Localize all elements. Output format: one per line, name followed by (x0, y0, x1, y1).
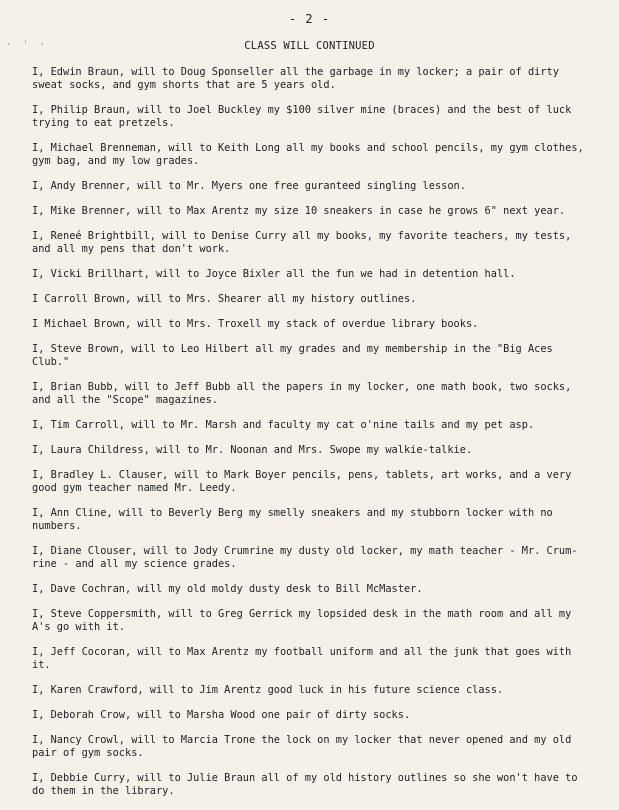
will-entry: I, Nancy Crowl, will to Marcia Trone the lock on my locker that never opened and my old pair of gym socks. (32, 734, 572, 759)
will-entry: I, Vicki Brillhart, will to Joyce Bixler all the fun we had in detention hall. (32, 268, 516, 280)
will-entry: I, Steve Brown, will to Leo Hilbert all my grades and my membership in the "Big Aces Club." (32, 343, 553, 368)
will-entry: I Carroll Brown, will to Mrs. Shearer all my history outlines. (32, 293, 417, 305)
will-entry: I, Andy Brenner, will to Mr. Myers one free guranteed singling lesson. (32, 180, 466, 192)
will-entry: I, Mike Brenner, will to Max Arentz my size 10 sneakers in case he grows 6" next year. (32, 205, 566, 217)
will-entry: I, Edwin Braun, will to Doug Sponseller all the garbage in my locker; a pair of dirty sweat socks, and gym shorts that are 5 years old. (32, 66, 559, 91)
will-entry: I, Dave Cochran, will my old moldy dusty desk to Bill McMaster. (32, 583, 423, 595)
page-number: - 2 - (288, 12, 331, 26)
will-entry: I, Reneé Brightbill, will to Denise Curry all my books, my favorite teachers, my tests, and all my pens that don't work. (32, 230, 572, 255)
will-entries (32, 66, 592, 810)
will-entry: I, Laura Childress, will to Mr. Noonan and Mrs. Swope my walkie-talkie. (32, 444, 473, 456)
margin-marks: · ' · (6, 40, 49, 50)
will-entry: I, Diane Clouser, will to Jody Crumrine my dusty old locker, my math teacher - Mr. Crum- rine - and all my science grades. (32, 545, 578, 570)
will-entry: I, Philip Braun, will to Joel Buckley my $100 silver mine (braces) and the best of luck trying to eat pretzels. (32, 104, 572, 129)
will-entry: I, Debbie Curry, will to Julie Braun all of my old history outlines so she won't have to do them in the library. (32, 772, 578, 797)
will-entry: I, Deborah Crow, will to Marsha Wood one pair of dirty socks. (32, 709, 411, 721)
page-heading: CLASS WILL CONTINUED (244, 40, 375, 52)
will-entry: I Michael Brown, will to Mrs. Troxell my stack of overdue library books. (32, 318, 479, 330)
will-entry: I, Michael Brenneman, will to Keith Long all my books and school pencils, my gym clothes, gym bag, and my low grades. (32, 142, 584, 167)
will-entry: I, Jeff Cocoran, will to Max Arentz my football uniform and all the junk that goes with it. (32, 646, 572, 671)
will-entry: I, Karen Crawford, will to Jim Arentz good luck in his future science class. (32, 684, 504, 696)
will-entry: I, Tim Carroll, will to Mr. Marsh and faculty my cat o'nine tails and my pet asp. (32, 419, 535, 431)
will-entry: I, Brian Bubb, will to Jeff Bubb all the papers in my locker, one math book, two socks, and all the "Scope" magazines. (32, 381, 572, 406)
will-entry: I, Ann Cline, will to Beverly Berg my smelly sneakers and my stubborn locker with no numbers. (32, 507, 553, 532)
will-entry: I, Steve Coppersmith, will to Greg Gerrick my lopsided desk in the math room and all my A's go with it. (32, 608, 572, 633)
will-entry: I, Bradley L. Clauser, will to Mark Boyer pencils, pens, tablets, art works, and a very good gym teacher named Mr. Leedy. (32, 469, 572, 494)
